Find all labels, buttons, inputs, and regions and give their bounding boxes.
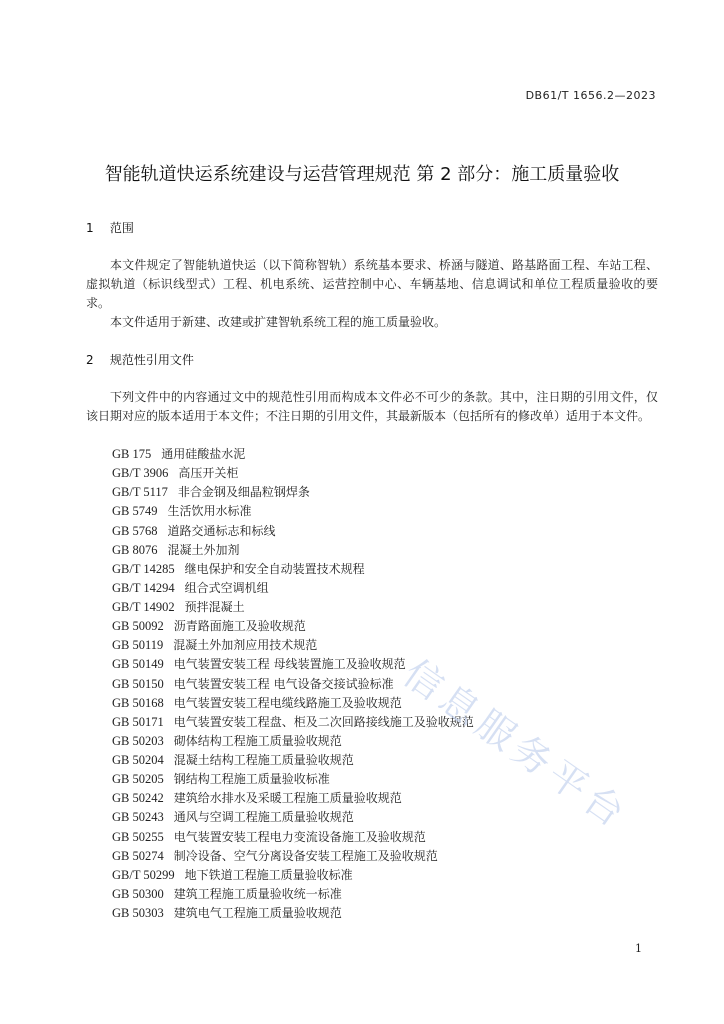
reference-code: GB/T 3906 xyxy=(112,466,169,481)
reference-code: GB 50300 xyxy=(112,886,164,901)
reference-item xyxy=(112,560,474,579)
section-title: 范围 xyxy=(109,221,134,235)
watermark xyxy=(360,640,660,860)
reference-code: GB 8076 xyxy=(112,542,158,557)
scope-paragraph-2: 本文件适用于新建、改建或扩建智轨系统工程的施工质量验收。 xyxy=(110,315,447,329)
reference-title: 道路交通标志和标线 xyxy=(167,523,276,538)
reference-code: GB 50168 xyxy=(112,695,164,710)
reference-code: GB 50149 xyxy=(112,657,164,672)
reference-item xyxy=(112,502,474,521)
reference-title: 通用硅酸盐水泥 xyxy=(161,447,246,461)
reference-code: GB 50303 xyxy=(112,906,164,920)
reference-title: 沥青路面施工及验收规范 xyxy=(173,619,306,634)
section-number: 1 xyxy=(86,221,94,235)
reference-code: GB/T 14902 xyxy=(112,600,175,614)
reference-item xyxy=(112,483,474,502)
reference-title: 电气装置安装工程电缆线路施工及验收规范 xyxy=(173,695,402,710)
document-title: 智能轨道快运系统建设与运营管理规范 第 2 部分：施工质量验收 xyxy=(104,164,620,185)
reference-title: 混凝土外加剂 xyxy=(167,542,240,557)
reference-title: 砌体结构工程施工质量验收规范 xyxy=(173,733,342,748)
reference-code: GB 175 xyxy=(112,447,152,461)
reference-code: GB 5768 xyxy=(112,523,158,538)
reference-item xyxy=(112,885,474,904)
reference-item xyxy=(112,866,474,885)
reference-title: 建筑电气工程施工质量验收规范 xyxy=(173,906,342,920)
reference-item xyxy=(112,598,474,617)
reference-code: GB 50205 xyxy=(112,772,164,787)
reference-code: GB 50171 xyxy=(112,714,164,729)
reference-code: GB 50150 xyxy=(112,676,164,691)
reference-code: GB 50092 xyxy=(112,619,164,634)
reference-title: 电气装置安装工程 电气设备交接试验标准 xyxy=(173,676,394,691)
reference-title: 建筑工程施工质量验收统一标准 xyxy=(173,886,342,901)
reference-code: GB/T 14294 xyxy=(112,580,175,595)
reference-code: GB/T 14285 xyxy=(112,561,175,576)
reference-title: 混凝土结构工程施工质量验收规范 xyxy=(173,753,354,767)
section-heading-scope xyxy=(86,219,134,236)
standard-number: DB61/T 1656.2—2023 xyxy=(525,89,656,102)
reference-title: 电气装置安装工程 母线装置施工及验收规范 xyxy=(173,657,406,672)
scope-paragraph-1: 本文件规定了智能轨道快运（以下简称智轨）系统基本要求、桥涵与隧道、路基路面工程、车站工程、虚拟轨道（标识线型式）工程、机电系统、运营控制中心、车辆基地、信息调试和单位工程质量验收的要求。 xyxy=(86,258,658,310)
reference-code: GB/T 5117 xyxy=(112,485,168,500)
reference-code: GB 50204 xyxy=(112,753,164,767)
reference-item xyxy=(112,541,474,560)
reference-title: 预拌混凝土 xyxy=(184,600,245,614)
reference-title: 电气装置安装工程电力变流设备施工及验收规范 xyxy=(173,829,426,844)
reference-item xyxy=(112,445,474,464)
reference-item xyxy=(112,522,474,541)
reference-item xyxy=(112,904,474,923)
reference-code: GB 5749 xyxy=(112,504,158,519)
reference-title: 混凝土外加剂应用技术规范 xyxy=(173,638,318,653)
reference-title: 钢结构工程施工质量验收标准 xyxy=(173,772,330,787)
reference-item xyxy=(112,464,474,483)
reference-title: 生活饮用水标准 xyxy=(167,504,252,519)
reference-item xyxy=(112,617,474,636)
references-intro-paragraph: 下列文件中的内容通过文中的规范性引用而构成本文件必不可少的条款。其中，注日期的引用文件，仅该日期对应的版本适用于本文件；不注日期的引用文件，其最新版本（包括所有的修改单）适用于本文件。 xyxy=(86,390,658,423)
reference-code: GB/T 50299 xyxy=(112,867,175,882)
reference-title: 电气装置安装工程盘、柜及二次回路接线施工及验收规范 xyxy=(173,714,474,729)
reference-title: 通风与空调工程施工质量验收规范 xyxy=(173,810,354,825)
reference-title: 继电保护和安全自动装置技术规程 xyxy=(184,561,365,576)
reference-title: 制冷设备、空气分离设备安装工程施工及验收规范 xyxy=(173,848,438,863)
watermark-text: 信息服务平台 xyxy=(395,650,637,839)
reference-title: 高压开关柜 xyxy=(178,466,239,481)
reference-title: 非合金钢及细晶粒钢焊条 xyxy=(177,485,310,500)
reference-code: GB 50203 xyxy=(112,733,164,748)
reference-code: GB 50274 xyxy=(112,848,164,863)
reference-title: 地下铁道工程施工质量验收标准 xyxy=(184,867,353,882)
reference-title: 组合式空调机组 xyxy=(184,580,269,595)
reference-code: GB 50242 xyxy=(112,791,164,806)
section-title: 规范性引用文件 xyxy=(109,353,194,367)
reference-title: 建筑给水排水及采暖工程施工质量验收规范 xyxy=(173,791,402,806)
section-number: 2 xyxy=(86,353,94,367)
reference-code: GB 50119 xyxy=(112,638,164,653)
page-number: 1 xyxy=(635,942,642,955)
reference-code: GB 50255 xyxy=(112,829,164,844)
reference-item xyxy=(112,579,474,598)
reference-code: GB 50243 xyxy=(112,810,164,825)
section-heading-normative-references xyxy=(86,351,194,368)
